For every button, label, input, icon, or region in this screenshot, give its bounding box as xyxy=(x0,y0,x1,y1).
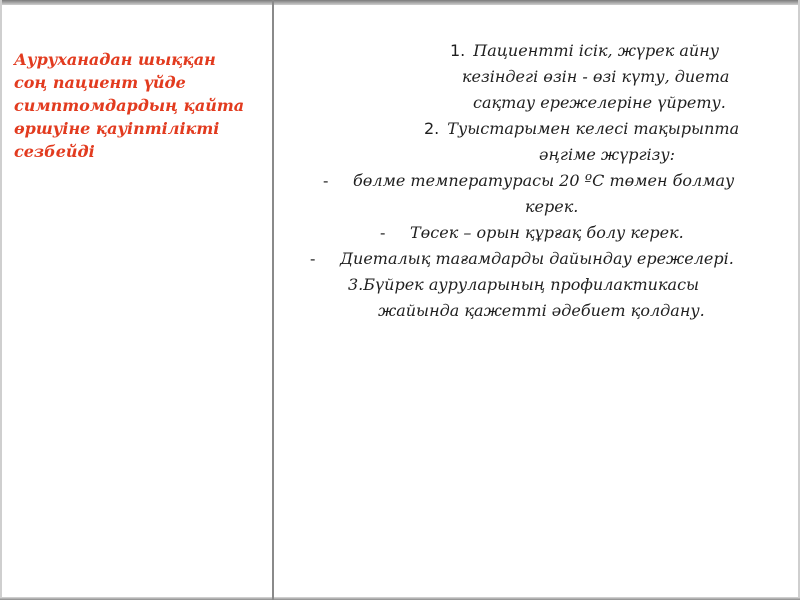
plan-item-1 xyxy=(450,38,719,64)
dash-marker: - xyxy=(323,171,329,190)
item-number: 1. xyxy=(450,41,466,60)
plan-item-3: 3.Бүйрек ауруларының профилактикасы xyxy=(348,275,700,294)
column-divider xyxy=(272,0,274,600)
plan-item-2 xyxy=(424,116,739,142)
bullet-text: Төсек – орын құрғақ болу керек. xyxy=(410,223,684,242)
plan-item-2-cont: әңгіме жүргізу: xyxy=(539,145,676,164)
bullet-item xyxy=(310,246,734,272)
problem-line: өршуіне қауіптілікті xyxy=(14,119,220,138)
bullet-item xyxy=(323,168,734,194)
slide-frame-left xyxy=(0,0,2,600)
bullet-item-cont: керек. xyxy=(525,197,579,216)
problem-statement xyxy=(14,48,264,163)
dash-marker: - xyxy=(380,223,386,242)
problem-line: симптомдардың қайта xyxy=(14,96,245,115)
problem-line: соң пациент үйде xyxy=(14,73,186,92)
item-text: Туыстарымен келесі тақырыпта xyxy=(447,119,740,138)
plan-item-3-cont: жайында қажетті әдебиет қолдану. xyxy=(378,301,705,320)
item-number: 2. xyxy=(424,119,440,138)
plan-item-1-cont: кезіндегі өзін - өзі күту, диета xyxy=(462,67,730,86)
bullet-text: бөлме температурасы 20 ºС төмен болмау xyxy=(353,171,735,190)
dash-marker: - xyxy=(310,249,316,268)
bullet-text: Диеталық тағамдарды дайындау ережелері. xyxy=(340,249,734,268)
problem-line: сезбейді xyxy=(14,142,95,161)
item-text: Пациентті ісік, жүрек айну xyxy=(473,41,720,60)
plan-item-1-cont: сақтау ережелеріне үйрету. xyxy=(473,93,726,112)
slide-frame-top xyxy=(0,0,800,5)
bullet-item xyxy=(380,220,684,246)
problem-line: Ауруханадан шыққан xyxy=(14,50,216,69)
